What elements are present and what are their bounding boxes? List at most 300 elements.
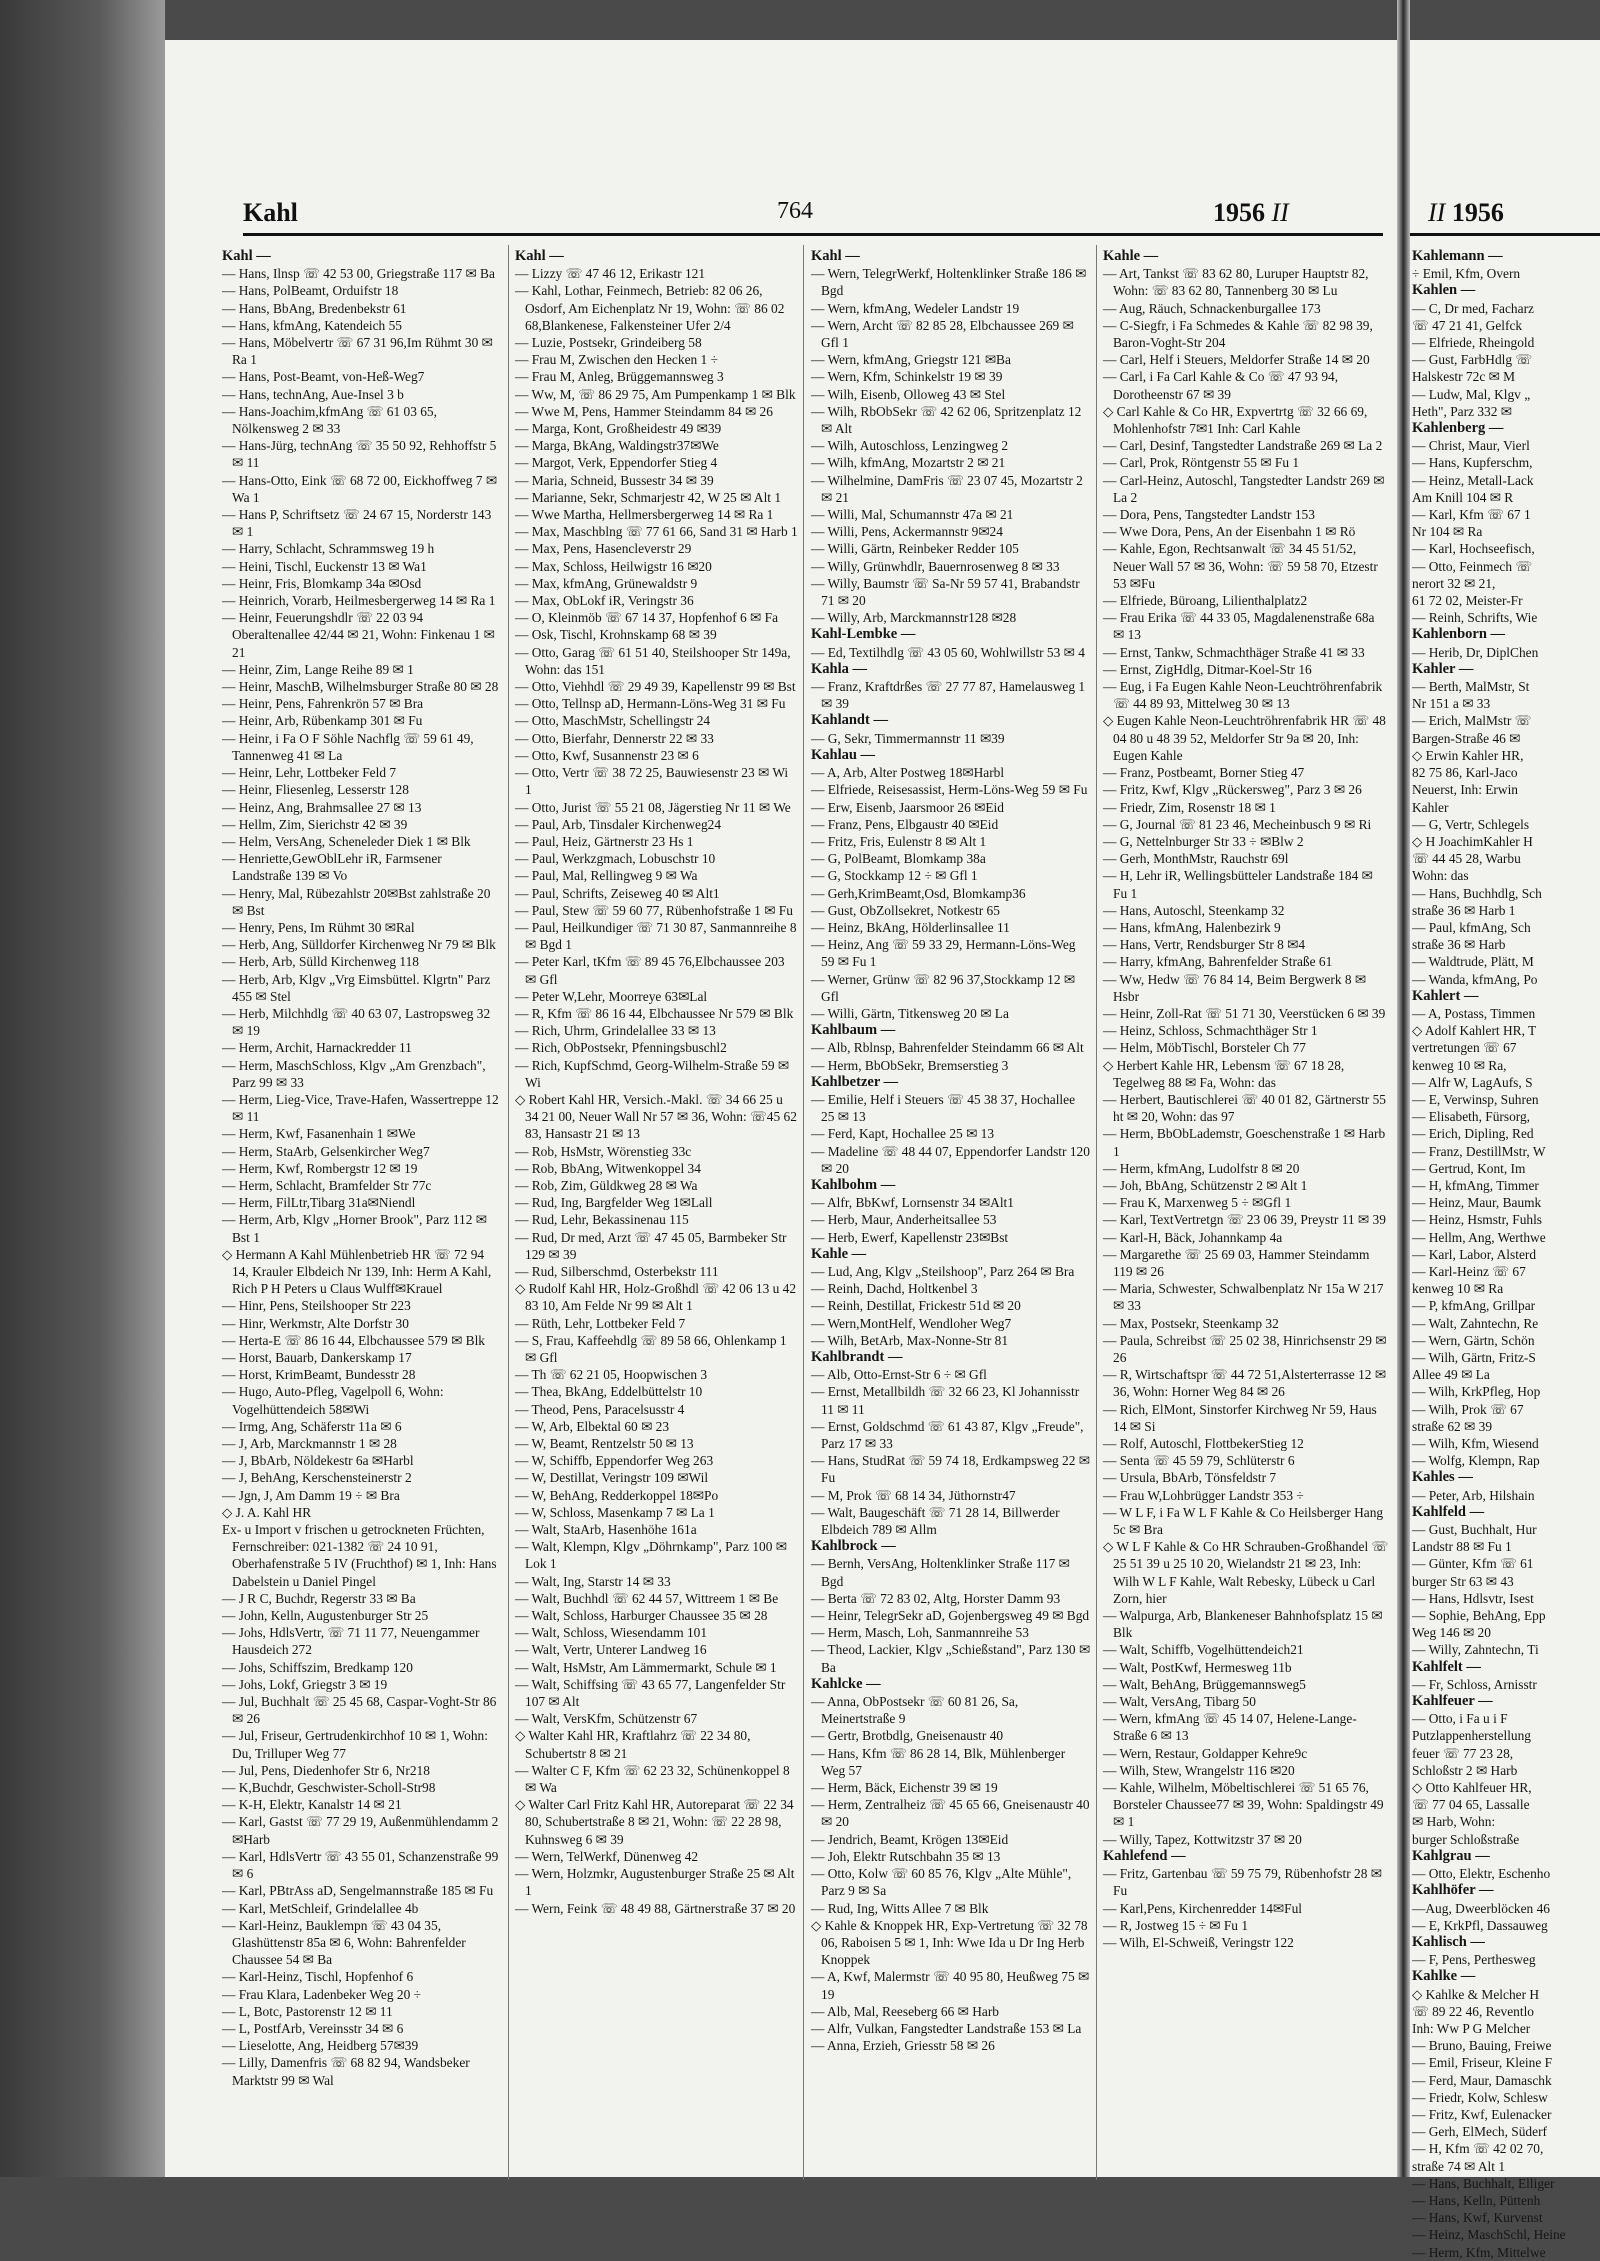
directory-entry: — Frau W,Lohbrügger Landstr 353 ÷ (1103, 1487, 1304, 1503)
next-volume-roman: II (1428, 198, 1446, 227)
directory-column-4 (1103, 248, 1389, 2178)
directory-entry: — Margot, Verk, Eppendorfer Stieg 4 (515, 455, 718, 471)
directory-entry: — Hans, Hdlsvtr, Isest (1412, 1590, 1534, 1606)
directory-entry: — Hans P, Schriftsetz ☏ 24 67 15, Norderstr 143 ✉ 1 (222, 507, 492, 540)
directory-entry: Neuerst, Inh: Erwin (1412, 782, 1518, 798)
directory-entry: 61 72 02, Meister-Fr (1412, 593, 1523, 609)
directory-entry: — Elfriede, Büroang, Lilienthalplatz2 (1103, 593, 1308, 609)
directory-entry: — G, Vertr, Schlegels (1412, 816, 1530, 832)
directory-entry: Landstr 88 ✉ Fu 1 (1412, 1539, 1512, 1555)
directory-entry: Kahlandt — (811, 712, 888, 729)
directory-entry: — Franz, Kraftdrßes ☏ 27 77 87, Hamelausweg 1 ✉ 39 (811, 679, 1086, 712)
directory-entry: — Berta ☏ 72 83 02, Altg, Horster Damm 93 (811, 1590, 1061, 1606)
directory-entry: — Hans, Kwf, Kurvenst (1412, 2210, 1543, 2226)
directory-entry: — Jul, Buchhalt ☏ 25 45 68, Caspar-Voght-Str 86 ✉ 26 (222, 1694, 497, 1727)
directory-entry: — Peter Karl, tKfm ☏ 89 45 76,Elbchaussee 203 ✉ Gfl (515, 954, 785, 987)
directory-entry: — Wern, TelWerkf, Dünenweg 42 (515, 1848, 699, 1864)
directory-entry: — Ferd, Kapt, Hochallee 25 ✉ 13 (811, 1126, 995, 1142)
directory-entry: Kahlemann — (1412, 248, 1503, 264)
directory-entry: — Frau M, Anleg, Brüggemannsweg 3 (515, 369, 724, 385)
directory-entry: — Wern, kfmAng, Wedeler Landstr 19 (811, 300, 1020, 316)
directory-entry: kenweg 10 ✉ Ra, (1412, 1057, 1507, 1073)
directory-entry: ÷ Emil, Kfm, Overn (1412, 266, 1521, 282)
directory-entry: Kahlbaum — (811, 1022, 896, 1039)
directory-entry: — Hans, Möbelvertr ☏ 67 31 96,Im Rühmt 30 ✉ Ra 1 (222, 335, 493, 368)
directory-entry: Kahler (1412, 799, 1449, 815)
directory-entry: — H, kfmAng, Timmer (1412, 1177, 1539, 1193)
directory-entry: — Karl, HdlsVertr ☏ 43 55 01, Schanzenstraße 99 ✉ 6 (222, 1848, 499, 1882)
directory-entry: — Marianne, Sekr, Schmarjestr 42, W 25 ✉ Alt 1 (515, 489, 782, 505)
directory-entry: — Kahle, Egon, Rechtsanwalt ☏ 34 45 51/52, Neuer Wall 57 ✉ 36, Wohn: ☏ 59 58 70, Etzestr 53 ✉Fu (1103, 541, 1378, 591)
directory-entry: — Max, Pens, Hasencleverstr 29 (515, 541, 692, 557)
directory-entry: — Heinz, Hsmstr, Fuhls (1412, 1212, 1543, 1228)
directory-entry: — Walt, Zahntechn, Re (1412, 1315, 1539, 1331)
directory-entry: — Peter W,Lehr, Moorreye 63✉Lal (515, 988, 708, 1004)
directory-entry: — Carl-Heinz, Autoschl, Tangstedter Landstr 269 ✉ La 2 (1103, 472, 1385, 505)
directory-entry: — Lieselotte, Ang, Heidberg 57✉39 (222, 2038, 419, 2054)
directory-entry: — Horst, Bauarb, Dankerskamp 17 (222, 1350, 412, 1365)
directory-entry: Kahlbrandt — (811, 1349, 903, 1365)
directory-entry: — Otto, Vertr ☏ 38 72 25, Bauwiesenstr 23 ✉ Wi 1 (515, 765, 789, 798)
directory-entry: — Hans, BbAng, Bredenbekstr 61 (222, 300, 407, 316)
directory-entry: ◇ Walter Carl Fritz Kahl HR, Autoreparat ☏ 22 34 80, Schubertstraße 8 ✉ 21, Wohn: ☏ 22 28 98, Kuhnsweg 6 ✉ 39 (515, 1797, 794, 1847)
directory-entry: — Maria, Schneid, Bussestr 34 ✉ 39 (515, 472, 714, 488)
directory-entry: — R, Jostweg 15 ÷ ✉ Fu 1 (1103, 1917, 1249, 1933)
directory-entry: Kahle — (811, 1245, 867, 1262)
directory-entry: Kahlenberg — (1412, 420, 1504, 437)
directory-entry: — Hugo, Auto-Pfleg, Vagelpoll 6, Wohn: Vogelhüttendeich 58✉Wi (222, 1384, 444, 1417)
directory-entry: — Herta-E ☏ 86 16 44, Elbchaussee 579 ✉ Blk (222, 1332, 485, 1348)
directory-entry: — R, Kfm ☏ 86 16 44, Elbchaussee Nr 579 ✉ Blk (515, 1005, 794, 1021)
directory-entry: — G, Journal ☏ 81 23 46, Mecheinbusch 9 ✉ Ri (1103, 816, 1372, 832)
directory-entry: — Herb, Maur, Anderheitsallee 53 (811, 1212, 997, 1228)
directory-entry: — Herm, Lieg-Vice, Trave-Hafen, Wassertreppe 12 ✉ 11 (222, 1091, 499, 1125)
directory-entry: — Helm, VersAng, Scheneleder Diek 1 ✉ Blk (222, 833, 471, 849)
directory-entry: — Karl, Kfm ☏ 67 1 (1412, 507, 1531, 523)
directory-entry: — Herm, Kwf, Fasanenhain 1 ✉We (222, 1126, 416, 1142)
directory-entry: — K-H, Elektr, Kanalstr 14 ✉ 21 (222, 1797, 402, 1813)
directory-entry: Allee 49 ✉ La (1412, 1367, 1490, 1383)
directory-entry: — J, BehAng, Kerschensteinerstr 2 (222, 1470, 412, 1486)
directory-entry: — Horst, KrimBeamt, Bundesstr 28 (222, 1367, 416, 1383)
directory-entry: — Otto, Bierfahr, Dennerstr 22 ✉ 33 (515, 730, 714, 746)
directory-entry: — Ww, Hedw ☏ 76 84 14, Beim Bergwerk 8 ✉ Hsbr (1103, 971, 1367, 1004)
directory-entry: — Hans-Jürg, technAng ☏ 35 50 92, Rehhoffstr 5 ✉ 11 (222, 438, 497, 471)
next-page-column (1412, 248, 1600, 2260)
directory-entry: — Ernst, ZigHdlg, Ditmar-Koel-Str 16 (1103, 661, 1312, 677)
directory-entry: — Herb, Arb, Klgv „Vrg Eimsbüttel. Klgrtn" Parz 455 ✉ Stel (222, 971, 491, 1004)
directory-entry: — Wilh, kfmAng, Mozartstr 2 ✉ 21 (811, 455, 1006, 471)
directory-entry: — E, Verwinsp, Suhren (1412, 1091, 1539, 1107)
directory-entry: — Otto, Tellnsp aD, Hermann-Löns-Weg 31 ✉ Fu (515, 696, 786, 712)
directory-entry: — Osk, Tischl, Krohnskamp 68 ✉ 39 (515, 627, 717, 643)
directory-entry: — Reinh, Destillat, Frickestr 51d ✉ 20 (811, 1298, 1021, 1314)
directory-entry: — Gust, ObZollsekret, Notkestr 65 (811, 902, 1000, 918)
directory-entry: ◇ Adolf Kahlert HR, T (1412, 1023, 1537, 1039)
directory-entry: Inh: Ww P G Melcher (1412, 2020, 1531, 2036)
directory-column-2 (515, 248, 798, 2178)
directory-entry: — L, Botc, Pastorenstr 12 ✉ 11 (222, 2003, 393, 2019)
directory-entry: — Heinr, Feuerungshdlr ☏ 22 03 94 Oberaltenallee 42/44 ✉ 21, Wohn: Finkenau 1 ✉ 21 (222, 610, 495, 660)
directory-entry: — Paula, Schreibst ☏ 25 02 38, Hinrichsenstr 29 ✉ 26 (1103, 1332, 1387, 1365)
directory-entry: — Alb, Rblnsp, Bahrenfelder Steindamm 66 ✉ Alt (811, 1040, 1084, 1056)
directory-entry: straße 62 ✉ 39 (1412, 1418, 1493, 1434)
directory-entry: — Karl-Heinz ☏ 67 (1412, 1263, 1526, 1279)
previous-page-edge (0, 0, 165, 2177)
directory-entry: — Gertr, Brotbdlg, Gneisenaustr 40 (811, 1728, 1004, 1744)
directory-entry: — Franz, Postbeamt, Borner Stieg 47 (1103, 765, 1305, 781)
directory-entry: — Senta ☏ 45 59 79, Schlüterstr 6 (1103, 1453, 1295, 1469)
directory-entry: — P, kfmAng, Grillpar (1412, 1298, 1536, 1314)
directory-entry: Kahler — (1412, 660, 1474, 677)
directory-entry: — R, Wirtschaftspr ☏ 44 72 51,Alsterterrasse 12 ✉ 36, Wohn: Horner Weg 84 ✉ 26 (1103, 1367, 1387, 1400)
column-divider (1096, 245, 1097, 2180)
directory-entry: — Johs, Schiffszim, Bredkamp 120 (222, 1659, 413, 1675)
directory-entry: — Hans, Post-Beamt, von-Heß-Weg7 (222, 369, 425, 385)
directory-entry: — Heinr, Fliesenleg, Lesserstr 128 (222, 782, 409, 798)
directory-entry: Kahlfeld — (1412, 1503, 1485, 1520)
running-head-name: Kahl (243, 198, 298, 227)
directory-entry: — Frau Klara, Ladenbeker Weg 20 ÷ (222, 1986, 422, 2002)
directory-entry: — Harry, kfmAng, Bahrenfelder Straße 61 (1103, 954, 1333, 970)
directory-entry: ◇ Herbert Kahle HR, Lebensm ☏ 67 18 28, Tegelweg 88 ✉ Fa, Wohn: das (1103, 1057, 1345, 1090)
directory-entry: — Wolfg, Klempn, Rap (1412, 1453, 1540, 1469)
directory-entry: — Herb, Ewerf, Kapellenstr 23✉Bst (811, 1229, 1009, 1245)
directory-entry: — Walt, Schloss, Wiesendamm 101 (515, 1625, 708, 1641)
directory-entry: — Gerh,KrimBeamt,Osd, Blomkamp36 (811, 885, 1026, 901)
volume-roman: II (1271, 198, 1289, 227)
directory-column-1 (222, 248, 503, 2178)
directory-entry: — Johs, Lokf, Griegstr 3 ✉ 19 (222, 1676, 388, 1692)
directory-entry: ◇ Rudolf Kahl HR, Holz-Großhdl ☏ 42 06 13 u 42 83 10, Am Felde Nr 99 ✉ Alt 1 (515, 1281, 797, 1314)
directory-entry: — Sophie, BehAng, Epp (1412, 1608, 1546, 1624)
directory-entry: — Theod, Lackier, Klgv „Schießstand", Parz 130 ✉ Ba (811, 1642, 1091, 1675)
directory-entry: ◇ Kahle & Knoppek HR, Exp-Vertretung ☏ 32 78 06, Raboisen 5 ✉ 1, Inh: Wwe Ida u Dr Ing Herb Knoppek (811, 1917, 1088, 1968)
directory-entry: ◇ Erwin Kahler HR, (1412, 747, 1524, 763)
directory-entry: Kahlbohm — (811, 1176, 896, 1193)
directory-entry: — Wern, Holzmkr, Augustenburger Straße 25 ✉ Alt 1 (515, 1866, 795, 1899)
directory-entry: — Hans, Buchhalt, Elliger (1412, 2175, 1555, 2191)
next-header-rule (1410, 233, 1600, 236)
directory-entry: — Friedr, Zim, Rosenstr 18 ✉ 1 (1103, 799, 1276, 815)
directory-entry: Kahlgrau — (1412, 1847, 1490, 1864)
directory-entry: — Heinr, Arb, Rübenkamp 301 ✉ Fu (222, 713, 423, 729)
directory-entry: ◇ Hermann A Kahl Mühlenbetrieb HR ☏ 72 94 14, Krauler Elbdeich Nr 139, Inh: Herm A Kahl, Rich P H Peters u Claus Wulff✉Krauel (222, 1246, 492, 1297)
directory-entry: — Heinz, MaschSchl, Heine (1412, 2227, 1566, 2243)
directory-entry: — Th ☏ 62 21 05, Hoopwischen 3 (515, 1367, 708, 1383)
directory-entry: — Heinr, Zoll-Rat ☏ 51 71 30, Veerstücken 6 ✉ 39 (1103, 1005, 1386, 1021)
column-divider (803, 245, 804, 2180)
directory-entry: 82 75 86, Karl-Jaco (1412, 765, 1518, 781)
directory-entry: — Kahl, Lothar, Feinmech, Betrieb: 82 06 26, Osdorf, Am Eichenplatz Nr 19, Wohn: ☏ 86 02 68,Blankenese, Falkensteiner Ufer 2/4 (515, 283, 785, 333)
directory-entry: — Alb, Mal, Reeseberg 66 ✉ Harb (811, 2003, 999, 2019)
directory-entry: — C, Dr med, Facharz (1412, 300, 1534, 316)
directory-entry: — Willi, Gärtn, Titkensweg 20 ✉ La (811, 1005, 1009, 1021)
directory-entry: — Wern, kfmAng, Griegstr 121 ✉Ba (811, 352, 1011, 368)
directory-entry: ☏ 77 04 65, Lassalle (1412, 1797, 1530, 1813)
directory-entry: ◇ H JoachimKahler H (1412, 833, 1533, 849)
directory-entry: — Alb, Otto-Ernst-Str 6 ÷ ✉ Gfl (811, 1367, 987, 1383)
directory-entry: — Herm, kfmAng, Ludolfstr 8 ✉ 20 (1103, 1160, 1300, 1176)
directory-entry: — Otto, Viehhdl ☏ 29 49 39, Kapellenstr 99 ✉ Bst (515, 679, 796, 695)
directory-entry: — Rüth, Lehr, Lottbeker Feld 7 (515, 1315, 686, 1331)
directory-entry: — Heini, Tischl, Euckenstr 13 ✉ Wa1 (222, 558, 427, 574)
directory-entry: — Paul, Mal, Rellingweg 9 ✉ Wa (515, 868, 698, 884)
directory-entry: — Theod, Pens, Paracelsusstr 4 (515, 1401, 685, 1417)
header-rule (243, 233, 1383, 236)
directory-entry: — Wwe M, Pens, Hammer Steindamm 84 ✉ 26 (515, 403, 773, 419)
directory-entry: — Paul, kfmAng, Sch (1412, 919, 1531, 935)
directory-entry: — Max, kfmAng, Grünewaldstr 9 (515, 575, 698, 591)
directory-entry: — Rud, Lehr, Bekassinenau 115 (515, 1212, 689, 1228)
directory-entry: — W, Destillat, Veringstr 109 ✉Wil (515, 1470, 709, 1486)
directory-entry: — Herm, Archit, Harnackredder 11 (222, 1040, 412, 1056)
directory-entry: Kahl — (811, 248, 860, 264)
directory-entry: ◇ Otto Kahlfeuer HR, (1412, 1780, 1532, 1796)
directory-entry: — Hans, PolBeamt, Orduifstr 18 (222, 283, 399, 299)
directory-entry: — Gust, FarbHdlg ☏ (1412, 352, 1533, 368)
directory-entry: — Jendrich, Beamt, Krögen 13✉Eid (811, 1831, 1009, 1847)
directory-entry: ☏ 89 22 46, Reventlo (1412, 2003, 1534, 2019)
directory-entry: — F, Pens, Perthesweg (1412, 1952, 1536, 1968)
directory-entry: — Karl, PBtrAss aD, Sengelmannstraße 185 ✉ Fu (222, 1883, 494, 1899)
directory-entry: — Wilh, RbObSekr ☏ 42 62 06, Spritzenplatz 12 ✉ Alt (811, 403, 1082, 437)
directory-entry: ◇ Carl Kahle & Co HR, Expvertrtg ☏ 32 66 69, Mohlenhofstr 7✉1 Inh: Carl Kahle (1103, 403, 1368, 437)
directory-entry: — Jgn, J, Am Damm 19 ÷ ✉ Bra (222, 1487, 400, 1503)
directory-entry: — Hans, technAng, Aue-Insel 3 b (222, 386, 404, 402)
directory-entry: — Herm, Kwf, Rombergstr 12 ✉ 19 (222, 1160, 418, 1176)
directory-entry: — Herb, Milchhdlg ☏ 40 63 07, Lastropsweg 32 ✉ 19 (222, 1005, 491, 1039)
directory-entry: — H, Lehr iR, Wellingsbütteler Landstraße 184 ✉ Fu 1 (1103, 868, 1373, 901)
directory-entry: Kahlfeuer — (1412, 1693, 1493, 1710)
directory-entry: — Herm, Zentralheiz ☏ 45 65 66, Gneisenaustr 40 ✉ 20 (811, 1797, 1090, 1830)
directory-entry: — Paul, Werkzgmach, Lobuschstr 10 (515, 851, 716, 867)
directory-entry: — Wwe Dora, Pens, An der Eisenbahn 1 ✉ Rö (1103, 524, 1356, 540)
directory-entry: — Alfr W, LagAufs, S (1412, 1074, 1533, 1090)
directory-entry: — Hans, Kfm ☏ 86 28 14, Blk, Mühlenberger Weg 57 (811, 1745, 1066, 1778)
directory-entry: Kahlisch — (1412, 1933, 1485, 1950)
directory-entry: straße 36 ✉ Harb (1412, 937, 1506, 953)
directory-entry: — Heinz, Schloss, Schmachthäger Str 1 (1103, 1023, 1318, 1039)
directory-entry: — Fritz, Kwf, Klgv „Rückersweg", Parz 3 ✉ 26 (1103, 782, 1362, 798)
directory-entry: — Otto, Jurist ☏ 55 21 08, Jägerstieg Nr 11 ✉ We (515, 799, 791, 815)
directory-entry: — Margarethe ☏ 25 69 03, Hammer Steindamm 119 ✉ 26 (1103, 1246, 1370, 1279)
directory-entry: — Ludw, Mal, Klgv „ (1412, 386, 1531, 402)
directory-entry: — Wilh, Eisenb, Olloweg 43 ✉ Stel (811, 386, 1006, 402)
directory-entry: — Herm, StaArb, Gelsenkircher Weg7 (222, 1143, 430, 1159)
directory-entry: — W, Schiffb, Eppendorfer Weg 263 (515, 1453, 714, 1469)
directory-entry: — Wwe Martha, Hellmersbergerweg 14 ✉ Ra 1 (515, 507, 774, 523)
directory-entry: — W, Schloss, Masenkamp 7 ✉ La 1 (515, 1504, 715, 1520)
directory-entry: — G, Nettelnburger Str 33 ÷ ✉Blw 2 (1103, 833, 1304, 849)
directory-entry: — J, BbArb, Nöldekestr 6a ✉Harbl (222, 1453, 414, 1469)
directory-entry: burger Str 63 ✉ 43 (1412, 1573, 1514, 1589)
directory-entry: — Walter C F, Kfm ☏ 62 23 32, Schünenkoppel 8 ✉ Wa (515, 1762, 790, 1796)
directory-entry: — Karl, Hochseefisch, (1412, 541, 1535, 557)
directory-entry: — W, BehAng, Redderkoppel 18✉Po (515, 1487, 719, 1503)
directory-entry: — Friedr, Kolw, Schlesw (1412, 2089, 1548, 2105)
directory-entry: — Rolf, Autoschl, FlottbekerStieg 12 (1103, 1436, 1304, 1452)
directory-entry: — Paul, Heilkundiger ☏ 71 30 87, Sanmannreihe 8 ✉ Bgd 1 (515, 919, 797, 953)
directory-entry: — Franz, DestillMstr, W (1412, 1143, 1546, 1159)
directory-entry: — Ernst, Goldschmd ☏ 61 43 87, Klgv „Freude", Parz 17 ✉ 33 (811, 1418, 1084, 1452)
directory-entry: — Heinr, Zim, Lange Reihe 89 ✉ 1 (222, 661, 414, 677)
directory-entry: — G, PolBeamt, Blomkamp 38a (811, 851, 986, 867)
directory-entry: — Herm, BbObLademstr, Goeschenstraße 1 ✉ Harb 1 (1103, 1126, 1386, 1159)
directory-entry: Kahlcke — (811, 1675, 881, 1692)
directory-entry: — Rich, KupfSchmd, Georg-Wilhelm-Straße 59 ✉ Wi (515, 1057, 790, 1090)
directory-entry: — Walpurga, Arb, Blankeneser Bahnhofsplatz 15 ✉ Blk (1103, 1608, 1383, 1641)
directory-entry: — Hellm, Zim, Sierichstr 42 ✉ 39 (222, 816, 408, 832)
directory-entry: — Frau K, Marxenweg 5 ÷ ✉Gfl 1 (1103, 1195, 1292, 1211)
directory-entry: — Werner, Grünw ☏ 82 96 37,Stockkamp 12 ✉ Gfl (811, 971, 1076, 1004)
directory-entry: — Wilh, El-Schweiß, Veringstr 122 (1103, 1934, 1294, 1950)
directory-entry: — Lilly, Damenfris ☏ 68 82 94, Wandsbeker Marktstr 99 ✉ Wal (222, 2055, 470, 2088)
directory-entry: — Rob, HsMstr, Wörenstieg 33c (515, 1143, 692, 1159)
directory-entry: — Wanda, kfmAng, Po (1412, 971, 1538, 987)
directory-entry: — Frau M, Zwischen den Hecken 1 ÷ (515, 352, 718, 368)
directory-entry: Kahlau — (811, 746, 876, 763)
directory-entry: — Ed, Textilhdlg ☏ 43 05 60, Wohlwillstr 53 ✉ 4 (811, 644, 1085, 660)
directory-entry: — Willy, Grünwhdlr, Bauernrosenweg 8 ✉ 33 (811, 558, 1060, 574)
directory-entry: — A, Arb, Alter Postweg 18✉Harbl (811, 765, 1005, 781)
directory-entry: — Wern, TelegrWerkf, Holtenklinker Straße 186 ✉ Bgd (811, 266, 1087, 299)
directory-entry: — Wilh, Gärtn, Fritz-S (1412, 1350, 1536, 1365)
directory-entry: Halskestr 72c ✉ M (1412, 369, 1516, 385)
directory-entry: — Dora, Pens, Tangstedter Landstr 153 (1103, 507, 1315, 523)
directory-entry: — Gerh, MonthMstr, Rauchstr 69l (1103, 851, 1289, 867)
directory-entry: — Heinr, Pens, Fahrenkrön 57 ✉ Bra (222, 696, 424, 712)
directory-entry: — Carl, i Fa Carl Kahle & Co ☏ 47 93 94, Dorotheenstr 67 ✉ 39 (1103, 369, 1339, 402)
directory-entry: — Waldtrude, Plätt, M (1412, 954, 1534, 970)
directory-entry: — L, PostfArb, Vereinsstr 34 ✉ 6 (222, 2020, 404, 2036)
directory-entry: — Ernst, Tankw, Schmachthäger Straße 41 ✉ 33 (1103, 644, 1365, 660)
directory-entry: — Hans, kfmAng, Halenbezirk 9 (1103, 919, 1281, 935)
directory-entry: — O, Kleinmöb ☏ 67 14 37, Hopfenhof 6 ✉ Fa (515, 610, 779, 626)
directory-entry: — Reinh, Dachd, Holtkenbel 3 (811, 1281, 978, 1297)
directory-entry: — Walt, PostKwf, Hermesweg 11b (1103, 1659, 1292, 1675)
directory-entry: — Heinz, Maur, Baumk (1412, 1195, 1542, 1211)
directory-entry: — Hinr, Werkmstr, Alte Dorfstr 30 (222, 1315, 409, 1331)
directory-entry: — Walt, Schiffb, Vogelhüttendeich21 (1103, 1642, 1304, 1658)
directory-entry: — Wilh, Autoschloss, Lenzingweg 2 (811, 438, 1009, 454)
directory-entry: — Fr, Schloss, Arnisstr (1412, 1676, 1537, 1692)
directory-entry: — Walt, Schiffsing ☏ 43 65 77, Langenfelder Str 107 ✉ Alt (515, 1676, 786, 1710)
directory-entry: — Bruno, Bauing, Freiwe (1412, 2038, 1552, 2054)
directory-entry: — Elisabeth, Fürsorg, (1412, 1109, 1531, 1125)
directory-entry: — Lud, Ang, Klgv „Steilshoop", Parz 264 ✉ Bra (811, 1263, 1075, 1279)
directory-entry: — Marga, Kont, Großheidestr 49 ✉39 (515, 421, 722, 437)
directory-entry: Kahlke — (1412, 1968, 1476, 1985)
directory-entry: — Heinr, Lehr, Lottbeker Feld 7 (222, 765, 397, 781)
directory-entry: — Otto, Elektr, Eschenho (1412, 1866, 1551, 1882)
directory-entry: — Herb, Ang, Sülldorfer Kirchenweg Nr 79 ✉ Blk (222, 937, 496, 953)
directory-entry: Nr 151 a ✉ 33 (1412, 696, 1491, 712)
directory-entry: — Willi, Gärtn, Reinbeker Redder 105 (811, 541, 1019, 557)
directory-entry: straße 74 ✉ Alt 1 (1412, 2158, 1506, 2174)
directory-entry: — Willy, Zahntechn, Ti (1412, 1642, 1539, 1658)
directory-entry: — Irmg, Ang, Schäferstr 11a ✉ 6 (222, 1418, 402, 1434)
directory-entry: — Walt, Baugeschäft ☏ 71 28 14, Billwerder Elbdeich 789 ✉ Allm (811, 1504, 1060, 1538)
directory-entry: — Wern,MontHelf, Wendloher Weg7 (811, 1315, 1012, 1331)
directory-entry: — Harry, Schlacht, Schrammsweg 19 h (222, 541, 435, 557)
directory-entry: — Fritz, Gartenbau ☏ 59 75 79, Rübenhofstr 28 ✉ Fu (1103, 1866, 1382, 1899)
directory-entry: — Hinr, Pens, Steilshooper Str 223 (222, 1298, 411, 1314)
directory-entry: — Otto, Kwf, Susannenstr 23 ✉ 6 (515, 747, 699, 763)
next-page-head (1428, 198, 1504, 228)
directory-entry: — Hans, kfmAng, Katendeich 55 (222, 317, 402, 333)
directory-entry: Weg 146 ✉ 20 (1412, 1625, 1491, 1641)
directory-entry: — Rob, Zim, Güldkweg 28 ✉ Wa (515, 1177, 698, 1193)
page-number: 764 (777, 198, 813, 224)
directory-entry: — Wilh, KrkPfleg, Hop (1412, 1384, 1541, 1400)
directory-entry: Kahlbrock — (811, 1538, 896, 1555)
directory-entry: — Herm, BbObSekr, Bremserstieg 3 (811, 1057, 1009, 1073)
directory-entry: — Wern, kfmAng ☏ 45 14 07, Helene-Lange-Straße 6 ✉ 13 (1103, 1711, 1357, 1744)
directory-entry: ◇ Walter Kahl HR, Kraftlahrz ☏ 22 34 80, Schubertstr 8 ✉ 21 (515, 1728, 751, 1761)
directory-entry: — Otto, Kolw ☏ 60 85 76, Klgv „Alte Mühle", Parz 9 ✉ Sa (811, 1866, 1072, 1899)
directory-entry: — Hans-Otto, Eink ☏ 68 72 00, Eickhoffweg 7 ✉ Wa 1 (222, 472, 498, 505)
directory-entry: Kahlen — (1412, 282, 1476, 299)
directory-entry: — Thea, BkAng, Eddelbüttelstr 10 (515, 1384, 703, 1400)
directory-entry: Kahl — (515, 248, 564, 264)
directory-entry: — S, Frau, Kaffeehdlg ☏ 89 58 66, Ohlenkamp 1 ✉ Gfl (515, 1332, 787, 1365)
directory-entry: ◇ Robert Kahl HR, Versich.-Makl. ☏ 34 66 25 u 34 21 00, Neuer Wall Nr 57 ✉ 36, Wohn: ☏45 62 83, Hansastr 21 ✉ 13 (515, 1091, 797, 1142)
directory-entry: — Wilhelmine, DamFris ☏ 23 07 45, Mozartstr 2 ✉ 21 (811, 472, 1083, 505)
directory-entry: — Ferd, Maur, Damaschk (1412, 2072, 1552, 2088)
directory-entry: Kahle — (1103, 248, 1159, 264)
directory-entry: — Walt, Buchhdl ☏ 62 44 57, Wittreem 1 ✉ Be (515, 1590, 779, 1606)
directory-entry: Kahlhöfer — (1412, 1882, 1494, 1899)
directory-entry: — Carl, Helf i Steuers, Meldorfer Straße 14 ✉ 20 (1103, 352, 1370, 368)
directory-entry: — Elfriede, Reisesassist, Herm-Löns-Weg 59 ✉ Fu (811, 782, 1088, 798)
directory-entry: burger Schloßstraße (1412, 1831, 1520, 1847)
directory-entry: — Bernh, VersAng, Holtenklinker Straße 117 ✉ Bgd (811, 1556, 1070, 1589)
directory-entry: — A, Postass, Timmen (1412, 1005, 1536, 1021)
directory-entry: — Helm, MöbTischl, Borsteler Ch 77 (1103, 1040, 1306, 1056)
directory-entry: — Joh, Elektr Rutschbahn 35 ✉ 13 (811, 1848, 1001, 1864)
directory-entry: — Christ, Maur, Vierl (1412, 438, 1530, 454)
directory-entry: — J R C, Buchdr, Regerstr 33 ✉ Ba (222, 1590, 416, 1606)
directory-entry: — Maria, Schwester, Schwalbenplatz Nr 15a W 217 ✉ 33 (1103, 1281, 1384, 1314)
directory-entry: ☏ 47 21 41, Gelfck (1412, 317, 1523, 333)
directory-entry: — Wilh, Stew, Wrangelstr 116 ✉20 (1103, 1762, 1295, 1778)
directory-entry: Kahlefend — (1103, 1847, 1186, 1864)
directory-entry: — Rich, ElMont, Sinstorfer Kirchweg Nr 59, Haus 14 ✉ Si (1103, 1401, 1377, 1434)
directory-entry: Bargen-Straße 46 ✉ (1412, 730, 1521, 746)
directory-entry: — Carl, Prok, Röntgenstr 55 ✉ Fu 1 (1103, 455, 1300, 471)
directory-entry: — Ursula, BbArb, Tönsfeldstr 7 (1103, 1470, 1277, 1486)
directory-entry: — Max, Schloss, Heilwigstr 16 ✉20 (515, 558, 712, 574)
directory-entry: straße 36 ✉ Harb 1 (1412, 902, 1516, 918)
directory-entry: — Walt, Vertr, Unterer Landweg 16 (515, 1642, 707, 1658)
directory-entry: — Willy, Arb, Marckmannstr128 ✉28 (811, 610, 1017, 626)
directory-entry: — Carl, Desinf, Tangstedter Landstraße 269 ✉ La 2 (1103, 438, 1383, 454)
directory-entry: — Hans, Autoschl, Steenkamp 32 (1103, 902, 1285, 918)
directory-entry: — Hans, StudRat ☏ 59 74 18, Erdkampsweg 22 ✉ Fu (811, 1453, 1091, 1486)
directory-entry: — Ww, M, ☏ 86 29 75, Am Pumpenkamp 1 ✉ Blk (515, 386, 796, 402)
directory-entry: nerort 32 ✉ 21, (1412, 575, 1496, 591)
directory-entry: — Günter, Kfm ☏ 61 (1412, 1556, 1534, 1572)
directory-entry: — Luzie, Postsekr, Grindeiberg 58 (515, 335, 702, 351)
directory-entry: — W, Beamt, Rentzelstr 50 ✉ 13 (515, 1436, 694, 1452)
directory-entry: — Heinr, Fris, Blomkamp 34a ✉Osd (222, 575, 422, 591)
directory-entry: — Henry, Mal, Rübezahlstr 20✉Bst zahlstraße 20 ✉ Bst (222, 885, 491, 918)
directory-entry: Kahla — (811, 660, 867, 677)
directory-entry: — Max, ObLokf iR, Veringstr 36 (515, 593, 694, 609)
directory-entry: — Otto, i Fa u i F (1412, 1711, 1508, 1727)
directory-entry: — Berth, MalMstr, St (1412, 679, 1530, 695)
